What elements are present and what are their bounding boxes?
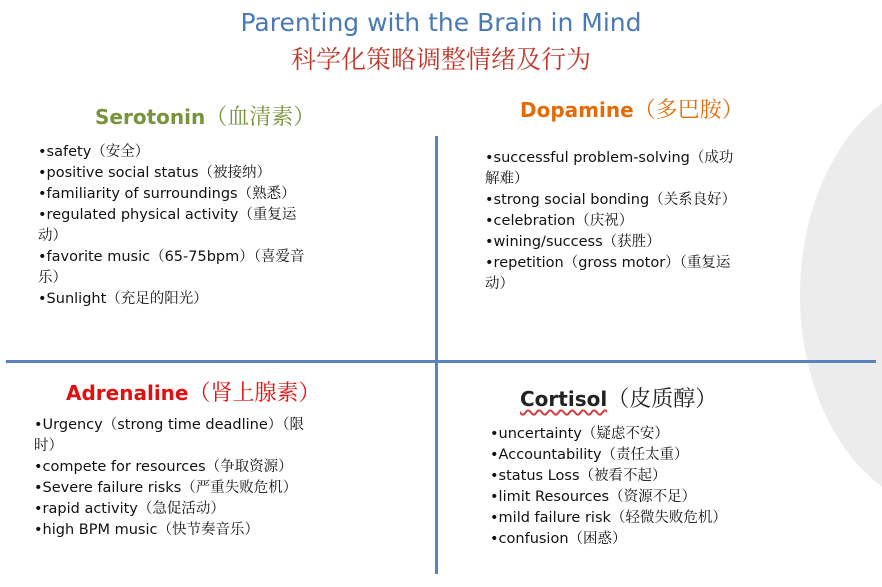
dopamine-heading-en: Dopamine bbox=[520, 98, 634, 122]
list-item: •uncertainty（疑虑不安） bbox=[490, 426, 669, 442]
list-item: •successful problem-solving（成功解难） bbox=[485, 150, 734, 187]
cortisol-list bbox=[490, 424, 770, 550]
vertical-divider bbox=[435, 136, 438, 574]
cortisol-heading bbox=[520, 382, 717, 413]
list-item: •celebration（庆祝） bbox=[485, 213, 634, 229]
list-item: •strong social bonding（关系良好） bbox=[485, 192, 737, 208]
list-item: •mild failure risk（轻微失败危机） bbox=[490, 510, 727, 526]
list-item: •regulated physical activity（重复运动） bbox=[38, 207, 297, 244]
list-item: •high BPM music（快节奏音乐） bbox=[34, 522, 259, 538]
cortisol-heading-zh: （皮质醇） bbox=[607, 387, 718, 412]
list-item: •Severe failure risks（严重失败危机） bbox=[34, 480, 298, 496]
list-item: •Urgency（strong time deadline）（限时） bbox=[34, 417, 304, 454]
list-item: •Sunlight（充足的阳光） bbox=[38, 291, 208, 307]
decorative-circle bbox=[800, 80, 882, 510]
serotonin-heading bbox=[95, 100, 315, 131]
adrenaline-heading bbox=[66, 376, 321, 407]
adrenaline-heading-zh: （肾上腺素） bbox=[188, 381, 321, 406]
list-item: •familiarity of surroundings（熟悉） bbox=[38, 186, 296, 202]
serotonin-heading-en: Serotonin bbox=[95, 105, 206, 129]
page-subtitle: 科学化策略调整情绪及行为 bbox=[290, 45, 591, 74]
adrenaline-list bbox=[34, 415, 312, 541]
list-item: •Accountability（责任太重） bbox=[490, 447, 689, 463]
cortisol-heading-en: Cortisol bbox=[520, 387, 608, 411]
list-item: •compete for resources（争取资源） bbox=[34, 459, 293, 475]
list-item: •status Loss（被看不起） bbox=[490, 468, 667, 484]
list-item: •limit Resources（资源不足） bbox=[490, 489, 697, 505]
list-item: •wining/success（获胜） bbox=[485, 234, 661, 250]
horizontal-divider bbox=[6, 360, 876, 363]
dopamine-list bbox=[485, 148, 747, 295]
list-item: •favorite music（65-75bpm）（喜爱音乐） bbox=[38, 249, 305, 286]
serotonin-list bbox=[38, 142, 308, 310]
adrenaline-heading-en: Adrenaline bbox=[66, 381, 189, 405]
serotonin-heading-zh: （血清素） bbox=[205, 105, 316, 130]
list-item: •positive social status（被接纳） bbox=[38, 165, 272, 181]
list-item: •confusion（困惑） bbox=[490, 531, 627, 547]
list-item: •repetition（gross motor）（重复运动） bbox=[485, 255, 731, 292]
dopamine-heading bbox=[520, 93, 744, 124]
list-item: •safety（安全） bbox=[38, 144, 150, 160]
list-item: •rapid activity（急促活动） bbox=[34, 501, 225, 517]
page-title: Parenting with the Brain in Mind bbox=[240, 8, 642, 37]
dopamine-heading-zh: （多巴胺） bbox=[633, 98, 744, 123]
